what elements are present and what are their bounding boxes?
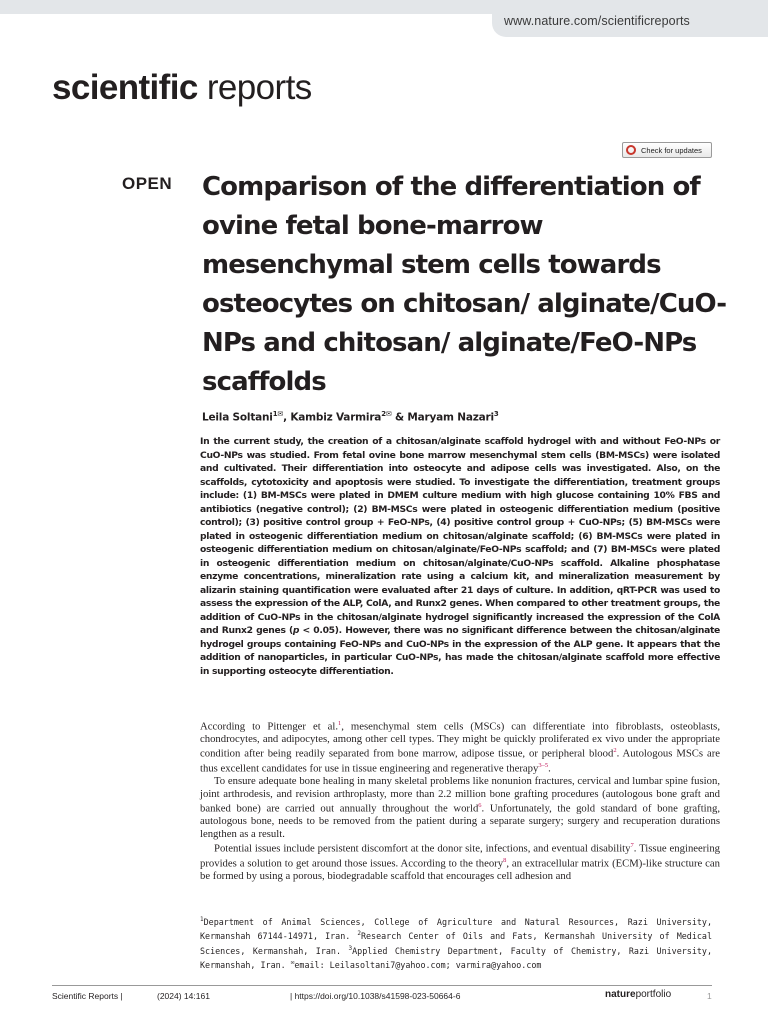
masthead-light: reports xyxy=(197,68,312,107)
citation-link[interactable]: 2 xyxy=(613,747,617,755)
affiliation-text: Applied Chemistry Department, Faculty of Chemistry, Razi University, Kermanshah, Iran. xyxy=(200,945,712,970)
author-affiliation-mark[interactable]: 1✉ xyxy=(272,410,284,418)
author-name[interactable]: Maryam Nazari xyxy=(407,411,494,424)
body-text-run: . Autologous MSCs are thus excellent candidates for use in tissue engineering and regenerative therapy xyxy=(200,747,720,775)
body-text-run: . Tissue engineering provides a solution to get around those issues. According to the theory xyxy=(200,842,721,870)
open-access-label: OPEN xyxy=(122,174,173,193)
citation-link[interactable]: 6 xyxy=(478,802,482,810)
body-text-run: Potential issues include persistent discomfort at the donor site, infections, and eventual disability xyxy=(214,842,631,855)
logo-bold: nature xyxy=(605,989,636,1000)
email-icon: ✉ xyxy=(290,959,295,967)
nature-portfolio-logo xyxy=(605,989,671,1000)
body-text-run: . Unfortunately, the gold standard of bone grafting, autologous bone, needs to be removed from the patient during a separate surgery; surgery and recuperation durations lengthen as a result. xyxy=(200,802,720,840)
citation-link[interactable]: 1 xyxy=(338,720,342,727)
citation-link[interactable]: 8 xyxy=(503,856,507,864)
affiliation-text: Department of Animal Sciences, College of Agriculture and Natural Resources, Razi University, Kermanshah 67144-14971, Iran. xyxy=(200,916,712,942)
article-title: Comparison of the differentiation of ovine fetal bone-marrow mesenchymal stem cells towards osteocytes on chitosan/ alginate/CuO-NPs and chitosan/ alginate/FeO-NPs scaffolds xyxy=(202,172,727,397)
footer-journal-name: Scientific Reports | xyxy=(52,991,123,1001)
correspondence-email[interactable]: email: Leilasoltani7@yahoo.com; varmira@yahoo.com xyxy=(294,959,542,970)
body-text-run: , mesenchymal stem cells (MSCs) can differentiate into fibroblasts, osteoblasts, chondrocytes, and adipocytes, among other cell types. They might be quickly proliferated ex vivo under the appropriate condition after being readily separated from bone marrow, adipose tissue, or peripheral blood xyxy=(200,720,720,760)
author-separator: & xyxy=(391,411,408,424)
author-separator: , xyxy=(283,411,291,424)
crossmark-icon xyxy=(626,145,636,155)
affiliation-mark: 2 xyxy=(357,930,361,938)
abstract xyxy=(200,435,720,678)
logo-light: portfolio xyxy=(635,989,672,1000)
abstract-text: < 0.05). However, there was no significant difference between the chitosan/alginate hydrogel groups containing FeO-NPs and CuO-NPs in the expression of the ALP gene. It appears that the addition of nanoparticles, in particular CuO-NPs, has made the chitosan/alginate scaffold more effective in supporting osteocyte differentiation. xyxy=(200,625,720,677)
affiliation-mark: 1 xyxy=(200,916,204,923)
author-name[interactable]: Kambiz Varmira xyxy=(290,411,382,424)
check-for-updates-label: Check for updates xyxy=(641,145,702,155)
affiliations-footnote xyxy=(200,914,712,972)
body-text-run: . xyxy=(548,762,551,775)
author-affiliation-mark[interactable]: 2✉ xyxy=(381,410,392,418)
affiliation-text: Research Center of Oils and Fats, Kermanshah University of Medical Sciences, Kermanshah, Iran. xyxy=(200,931,712,956)
journal-url-link[interactable]: www.nature.com/scientificreports xyxy=(504,14,690,28)
citation-link[interactable]: 3–5 xyxy=(538,762,549,770)
page-number: 1 xyxy=(707,991,712,1001)
abstract-text: In the current study, the creation of a chitosan/alginate scaffold hydrogel with and without FeO-NPs or CuO-NPs was studied. From fetal ovine bone marrow mesenchymal stem cells (BM-MSCs) were isolated and cultivated. Their differentiation into osteocyte and adipose cells was investigated. Also, on the scaffolds, cytotoxicity and apoptosis were studied. To investigate the differentiation, treatment groups include: (1) BM-MSCs were plated in DMEM culture medium with high glucose containing 10% FBS and antibiotics (negative control); (2) BM-MSCs were plated in osteogenic differentiation medium (positive control); (3) positive control group + FeO-NPs, (4) positive control group + CuO-NPs; (5) BM-MSCs were plated in osteogenic differentiation medium on chitosan/alginate scaffold; (6) BM-MSCs were plated in osteogenic differentiation medium on chitosan/alginate/FeO-NPs scaffold; and (7) BM-MSCs were plated in osteogenic differentiation medium on chitosan/alginate/CuO-NPs scaffold. Alkaline phosphatase enzyme concentrations, mineralization rate using a calcium kit, and mineralization measurement by alizarin staining quantification were evaluated after 21 days of culture. In addition, qRT-PCR was used to assess the expression of the ALP, ColA, and Runx2 genes. When compared to other treatment groups, the addition of CuO-NPs in the chitosan/alginate hydrogel significantly increased the expression of the ColA and Runx2 genes ( xyxy=(200,436,720,636)
footer-doi-link[interactable]: | https://doi.org/10.1038/s41598-023-50664-6 xyxy=(290,991,461,1001)
author-list xyxy=(202,410,499,424)
footer-volume: (2024) 14:161 xyxy=(157,991,210,1001)
body-paragraph xyxy=(200,775,720,840)
affiliation-mark: 3 xyxy=(348,944,353,952)
body-text-run: , an extracellular matrix (ECM)-like structure can be formed by using a porous, biodegradable scaffold that encourages cell adhesion and xyxy=(200,857,720,882)
author-name[interactable]: Leila Soltani xyxy=(202,411,273,424)
author-affiliation-mark[interactable]: 3 xyxy=(493,410,499,418)
body-text xyxy=(200,718,720,882)
body-text-run: To ensure adequate bone healing in many skeletal problems like nonunion fractures, cervical and lumbar spine fusion, joint arthrodesis, and revision arthroplasty, more than 2.2 million bone grafting procedures (autologous bone graft and banked bone) are carried out annually throughout the world xyxy=(200,775,720,815)
citation-link[interactable]: 7 xyxy=(630,841,634,849)
footer-divider xyxy=(52,985,712,986)
journal-masthead xyxy=(52,68,312,108)
body-paragraph xyxy=(200,840,720,882)
p-value-symbol: p xyxy=(292,625,300,636)
body-paragraph xyxy=(200,718,720,775)
masthead-bold: scientific xyxy=(52,68,198,107)
check-for-updates-button[interactable] xyxy=(622,142,712,158)
body-text-run: According to Pittenger et al. xyxy=(200,720,339,733)
